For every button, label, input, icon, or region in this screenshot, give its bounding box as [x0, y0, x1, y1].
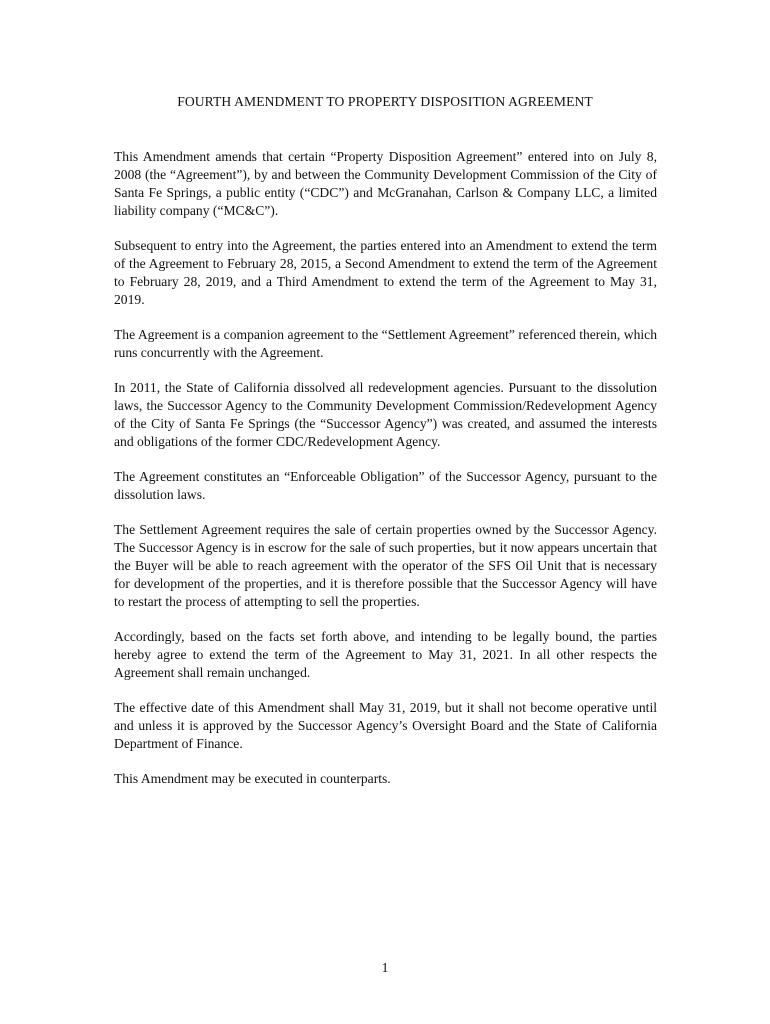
paragraph-settlement-sale: The Settlement Agreement requires the sale of certain properties owned by the Successor Agency. The Successor Agency is in escrow for the sale of such properties, but it now appears uncertain that the Buyer will be able to reach agreement with the operator of the SFS Oil Unit that is necessary for development of the properties, and it is therefore possible that the Successor Agency will have to restart the process of attempting to sell the properties.	[114, 522, 657, 609]
paragraph-dissolution: In 2011, the State of California dissolved all redevelopment agencies. Pursuant to the dissolution laws, the Successor Agency to the Community Development Commission/Redevelopment Agency of the City of Santa Fe Springs (the “Successor Agency”) was created, and assumed the interests and obligations of the former CDC/Redevelopment Agency.	[114, 380, 657, 449]
paragraph-amendment-intro: This Amendment amends that certain “Property Disposition Agreement” entered into on July 8, 2008 (the “Agreement”), by and between the Community Development Commission of the City of Santa Fe Springs, a public entity (“CDC”) and McGranahan, Carlson & Company LLC, a limited liability company (“MC&C”).	[114, 149, 657, 218]
page-number: 1	[381, 960, 389, 975]
paragraph-extension: Accordingly, based on the facts set forth above, and intending to be legally bound, the parties hereby agree to extend the term of the Agreement to May 31, 2021. In all other respects the Agreement shall remain unchanged.	[114, 629, 657, 680]
document-body	[114, 148, 657, 805]
paragraph-companion-agreement: The Agreement is a companion agreement to the “Settlement Agreement” referenced therein, which runs concurrently with the Agreement.	[114, 327, 657, 360]
paragraph-enforceable-obligation: The Agreement constitutes an “Enforceable Obligation” of the Successor Agency, pursuant to the dissolution laws.	[114, 469, 657, 502]
paragraph-effective-date: The effective date of this Amendment shall May 31, 2019, but it shall not become operative until and unless it is approved by the Successor Agency’s Oversight Board and the State of California Department of Finance.	[114, 700, 657, 751]
document-title: FOURTH AMENDMENT TO PROPERTY DISPOSITION AGREEMENT	[177, 94, 593, 109]
paragraph-prior-amendments: Subsequent to entry into the Agreement, the parties entered into an Amendment to extend the term of the Agreement to February 28, 2015, a Second Amendment to extend the term of the Agreement to February 28, 2019, and a Third Amendment to extend the term of the Agreement to May 31, 2019.	[114, 238, 657, 307]
paragraph-counterparts: This Amendment may be executed in counterparts.	[114, 771, 391, 786]
